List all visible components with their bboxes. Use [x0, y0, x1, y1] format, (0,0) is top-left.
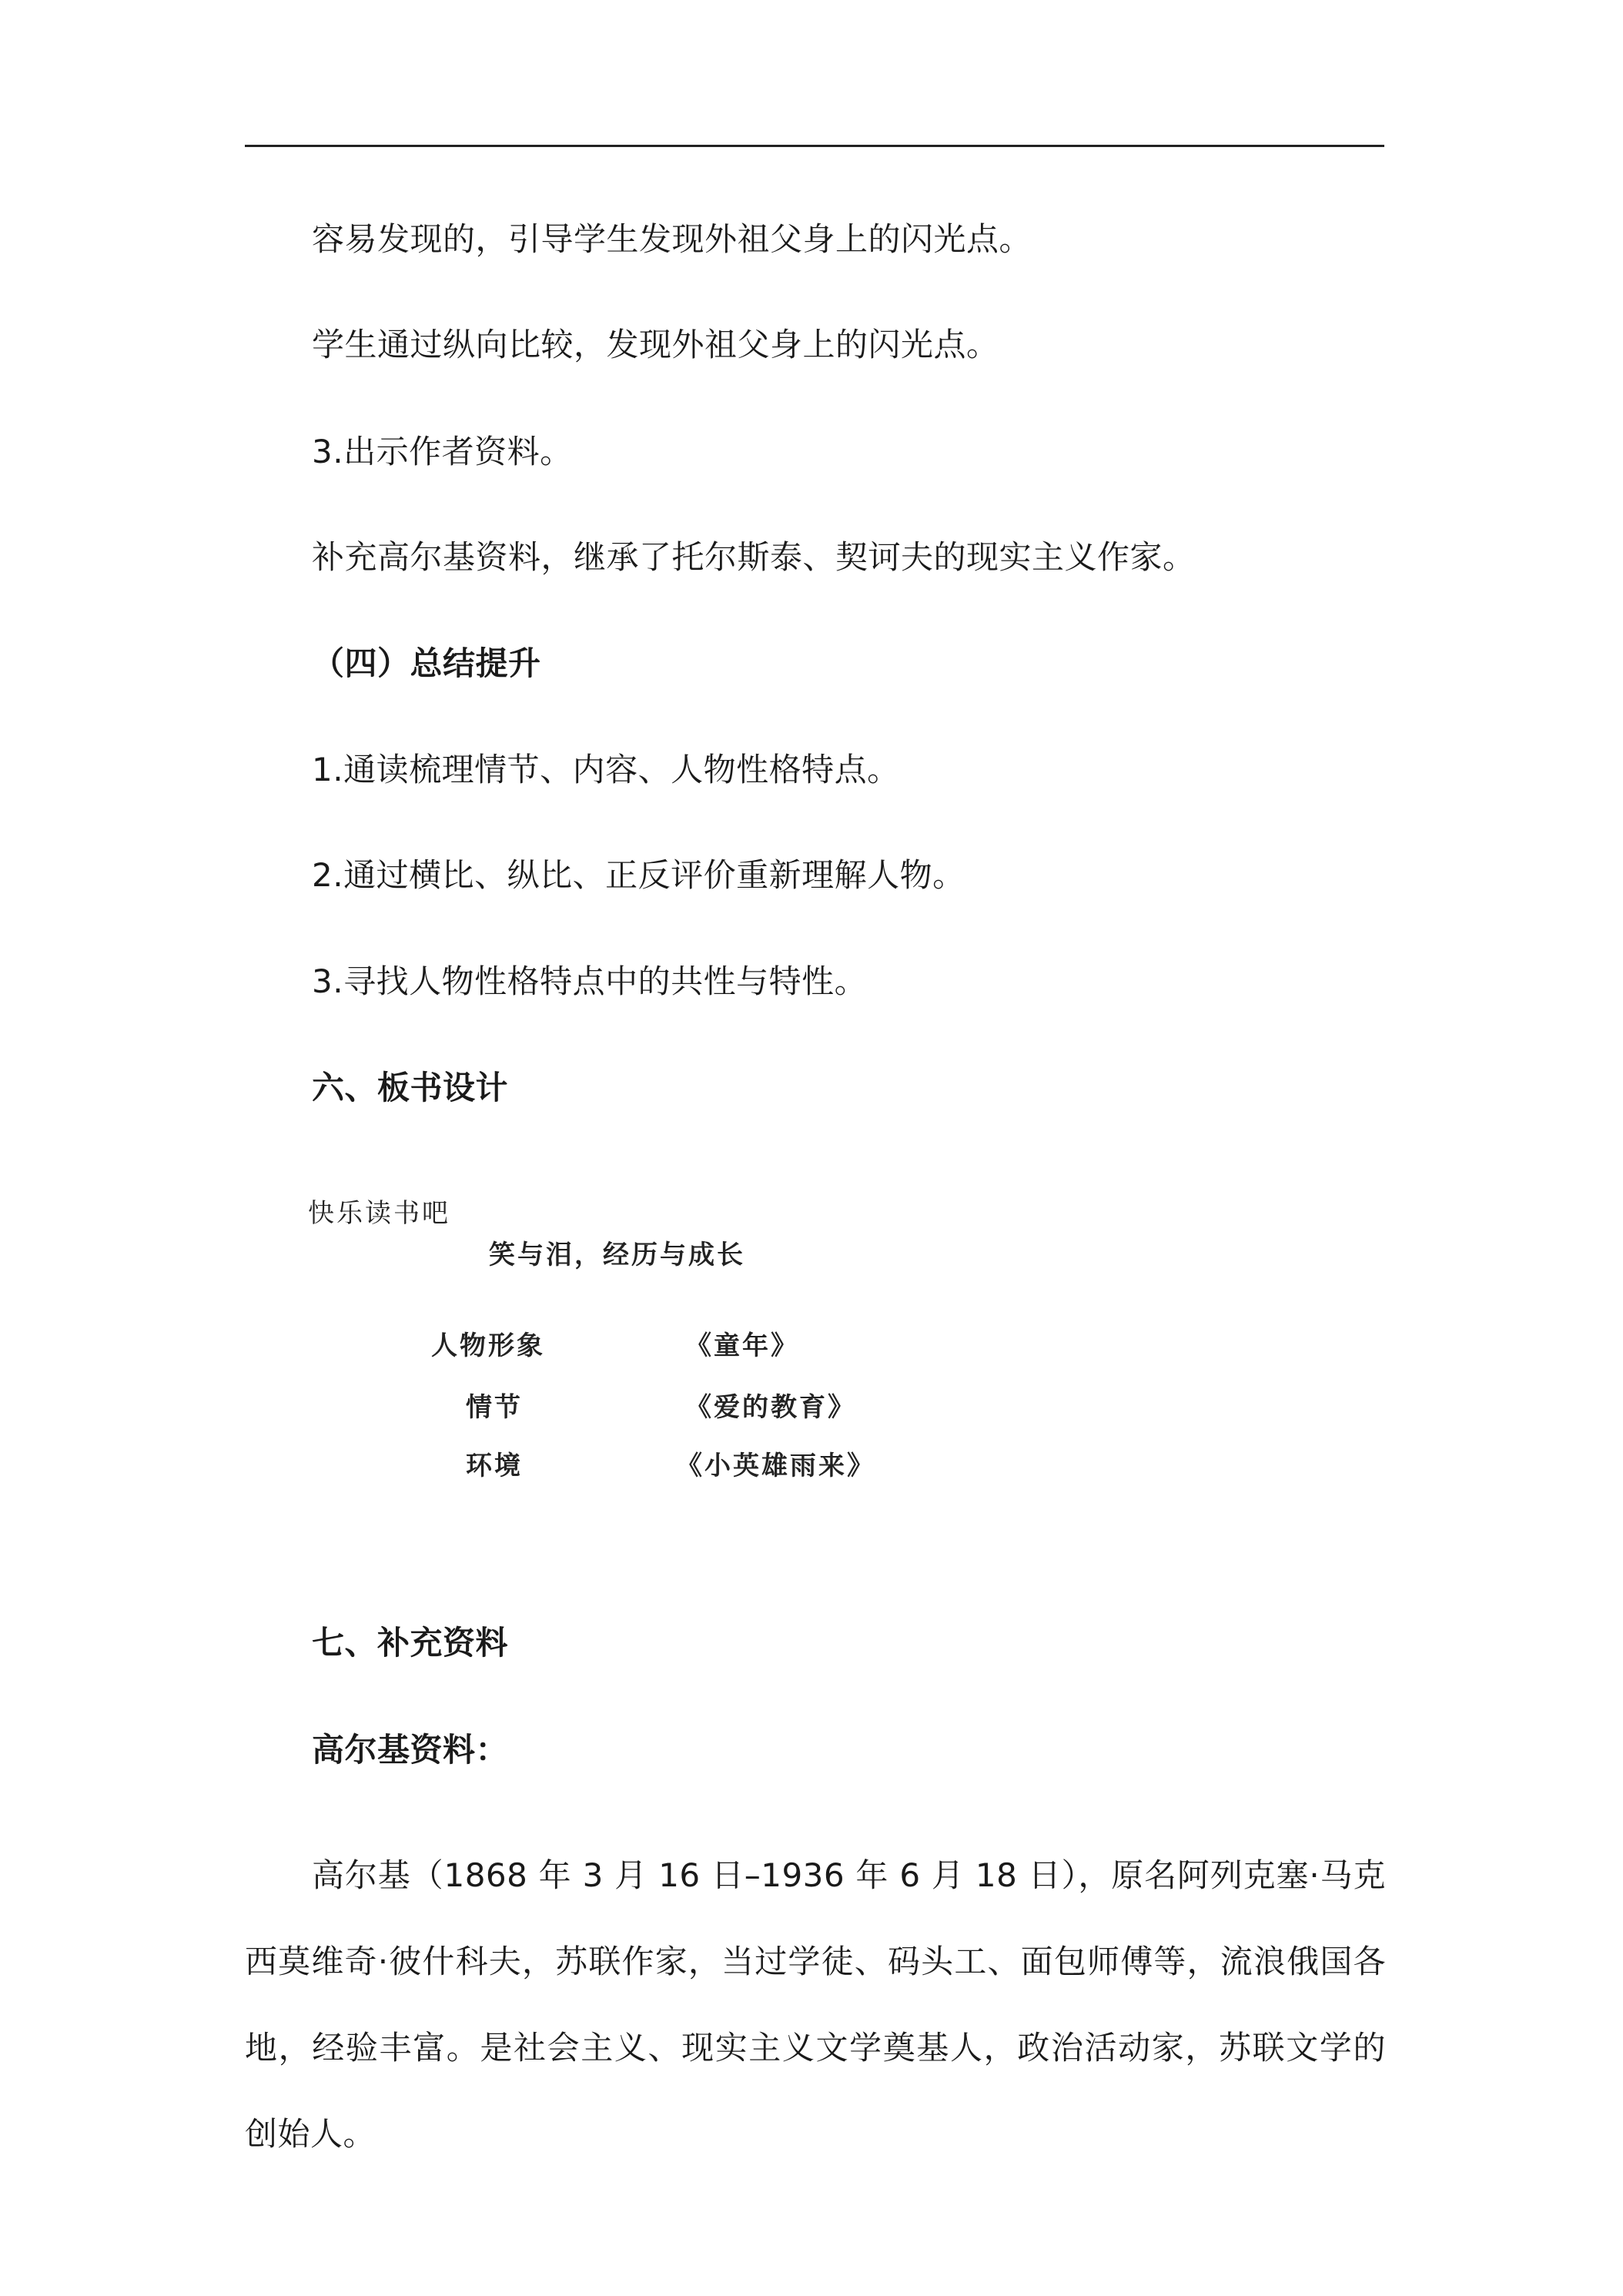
- section-heading: （四）总结提升: [312, 644, 541, 682]
- body-line: 3.寻找人物性格特点中的共性与特性。: [312, 962, 868, 1000]
- board-left-item: 情节: [466, 1392, 523, 1423]
- section-heading: 七、补充资料: [312, 1624, 509, 1662]
- body-line: 补充高尔基资料，继承了托尔斯泰、契诃夫的现实主义作家。: [312, 538, 1196, 576]
- board-left-item: 人物形象: [431, 1330, 545, 1361]
- body-line: 2.通过横比、纵比、正反评价重新理解人物。: [312, 856, 965, 894]
- board-title: 快乐读书吧: [308, 1198, 450, 1229]
- board-right-item: 《小英雄雨来》: [676, 1451, 875, 1481]
- board-right-item: 《爱的教育》: [685, 1392, 856, 1423]
- board-subtitle: 笑与泪，经历与成长: [489, 1240, 745, 1270]
- section-heading: 六、板书设计: [312, 1069, 509, 1106]
- board-left-item: 环境: [466, 1451, 523, 1481]
- subsection-heading: 高尔基资料：: [312, 1731, 509, 1769]
- blackboard-design-image: [300, 1178, 901, 1501]
- header-rule: [245, 145, 1384, 147]
- body-line: 3.出示作者资料。: [312, 433, 573, 470]
- body-line: 1.通读梳理情节、内容、人物性格特点。: [312, 751, 900, 788]
- body-line: 学生通过纵向比较，发现外祖父身上的闪光点。: [312, 326, 999, 363]
- board-right-item: 《童年》: [685, 1330, 799, 1361]
- body-line: 容易发现的，引导学生发现外祖父身上的闪光点。: [312, 220, 1032, 258]
- gorky-bio-paragraph: 高尔基（1868 年 3 月 16 日–1936 年 6 月 18 日），原名阿列克塞·马克西莫维奇·彼什科夫，苏联作家，当过学徒、码头工、面包师傅等，流浪俄国各地，经验丰富。是社会主义、现实主义文学奠基人，政治活动家，苏联文学的创始人。: [245, 1856, 1386, 2153]
